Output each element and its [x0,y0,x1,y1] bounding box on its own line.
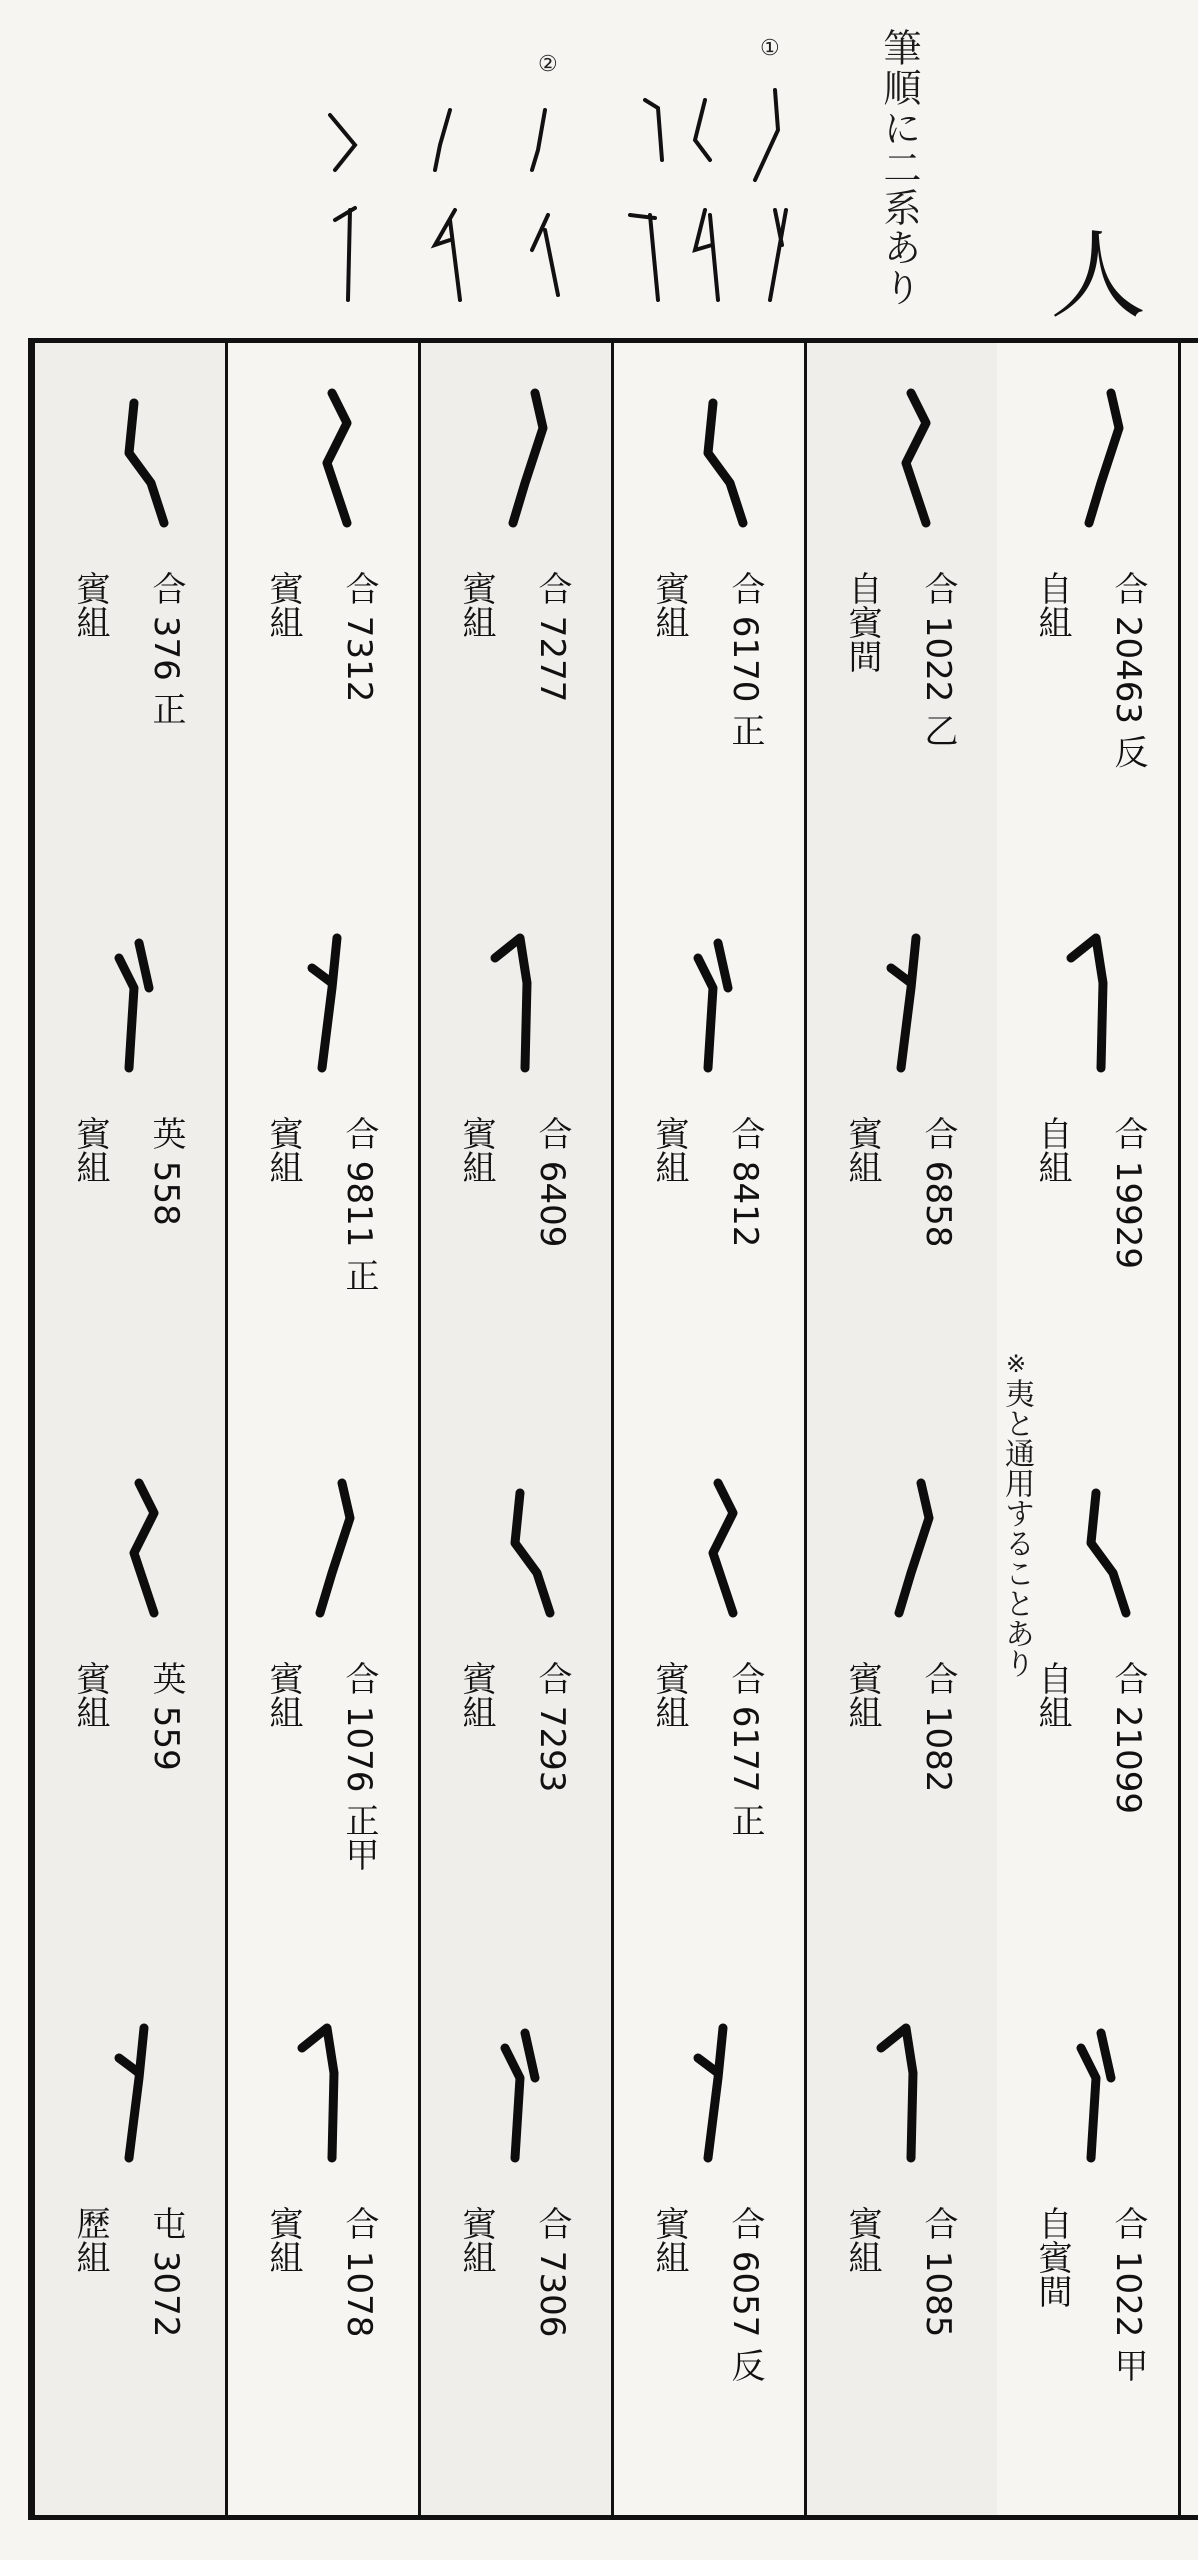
source-label: 合 9811 正 [339,1116,379,1293]
source-label: 合 6409 [532,1116,572,1248]
oracle-glyph-image [851,2018,961,2168]
group-label: 賓組 [263,2206,303,2274]
oracle-glyph-image [272,383,382,533]
oracle-glyph-image [1041,383,1151,533]
table-column [611,343,804,2515]
table-column [804,343,997,2515]
table-cell [997,343,1187,888]
table-cell [614,1433,804,1978]
table-cell [228,1978,418,2523]
table-cell [35,1433,225,1978]
group-label: 賓組 [456,2206,496,2274]
table-cell [228,888,418,1433]
oracle-glyph-image [79,928,189,1078]
usage-note [1000,1350,1033,1678]
group-label: 賓組 [649,1116,689,1184]
oracle-glyph-image [465,1473,575,1623]
group-label: 賓組 [70,571,110,639]
group-label: 賓組 [456,571,496,639]
oracle-glyph-image [79,1473,189,1623]
note-text: 夷と通用することあり [999,1378,1034,1678]
source-label: 合 7293 [532,1661,572,1793]
note-mark: ※ [1002,1350,1030,1378]
table-cell [228,343,418,888]
oracle-glyph-image [658,2018,768,2168]
table-cell [35,343,225,888]
source-label: 合 1082 [918,1661,958,1793]
table-cell [421,1433,611,1978]
table-cell [35,888,225,1433]
group-label: 自組 [1032,571,1072,639]
oracle-glyph-image [851,1473,961,1623]
group-label: 賓組 [456,1661,496,1729]
source-label: 合 1022 甲 [1108,2206,1148,2383]
source-label: 合 1085 [918,2206,958,2338]
group-label: 賓組 [842,1116,882,1184]
group-label: 賓組 [842,1661,882,1729]
circle-marker-2: ② [538,52,558,77]
stroke-order-diagrams [300,70,1160,330]
source-label: 合 6858 [918,1116,958,1248]
oracle-glyph-image [658,383,768,533]
source-label: 英 558 [146,1116,186,1226]
group-label: 賓組 [263,1661,303,1729]
oracle-glyph-image [851,928,961,1078]
group-label: 歷組 [70,2206,110,2274]
source-label: 合 6177 正 [725,1661,765,1838]
table-column [225,343,418,2515]
source-label: 屯 3072 [146,2206,186,2338]
header-character: 人 [1050,220,1146,332]
oracle-glyph-image [272,2018,382,2168]
source-label: 合 1022 乙 [918,571,958,748]
oracle-glyph-image [658,1473,768,1623]
oracle-glyph-image [465,928,575,1078]
group-label: 賓組 [70,1116,110,1184]
table-column [32,343,225,2515]
group-label: 自賓間 [1032,2206,1072,2308]
oracle-glyph-image [851,383,961,533]
table-cell [807,1433,997,1978]
source-label: 合 6170 正 [725,571,765,748]
source-label: 合 19929 [1108,1116,1148,1269]
table-cell [807,1978,997,2523]
table-cell [614,1978,804,2523]
source-label: 合 20463 反 [1108,571,1148,769]
source-label: 合 8412 [725,1116,765,1248]
stroke-order-note: 筆順に二系あり [877,28,921,308]
table-column [418,343,611,2515]
source-label: 合 21099 [1108,1661,1148,1814]
table-cell [614,888,804,1433]
oracle-glyph-image [79,383,189,533]
table-cell [807,888,997,1433]
source-label: 合 376 正 [146,571,186,726]
table-cell [421,1978,611,2523]
oracle-glyph-image [272,1473,382,1623]
table-cell [807,343,997,888]
oracle-glyph-image [465,2018,575,2168]
oracle-glyph-image [658,928,768,1078]
source-label: 合 7312 [339,571,379,703]
source-label: 合 7306 [532,2206,572,2338]
group-label: 賓組 [649,2206,689,2274]
group-label: 自賓間 [842,571,882,673]
oracle-glyph-image [465,383,575,533]
group-label: 賓組 [649,1661,689,1729]
table-right-edge [1178,338,1181,2520]
group-label: 賓組 [70,1661,110,1729]
group-label: 自組 [1032,1661,1072,1729]
table-cell [614,343,804,888]
source-label: 合 6057 反 [725,2206,765,2383]
source-label: 合 7277 [532,571,572,703]
oracle-glyph-image [272,928,382,1078]
table-cell [997,1978,1187,2523]
source-label: 合 1078 [339,2206,379,2338]
circle-marker-1: ① [760,36,780,61]
oracle-glyph-image [79,2018,189,2168]
oracle-glyph-image [1041,928,1151,1078]
group-label: 賓組 [842,2206,882,2274]
table-cell [421,343,611,888]
table-cell [421,888,611,1433]
table-cell [228,1433,418,1978]
oracle-glyph-image [1041,2018,1151,2168]
oracle-glyph-image [1041,1473,1151,1623]
source-label: 合 1076 正甲 [339,1661,379,1872]
group-label: 自組 [1032,1116,1072,1184]
group-label: 賓組 [263,1116,303,1184]
table-cell [35,1978,225,2523]
source-label: 英 559 [146,1661,186,1771]
group-label: 賓組 [649,571,689,639]
group-label: 賓組 [263,571,303,639]
group-label: 賓組 [456,1116,496,1184]
